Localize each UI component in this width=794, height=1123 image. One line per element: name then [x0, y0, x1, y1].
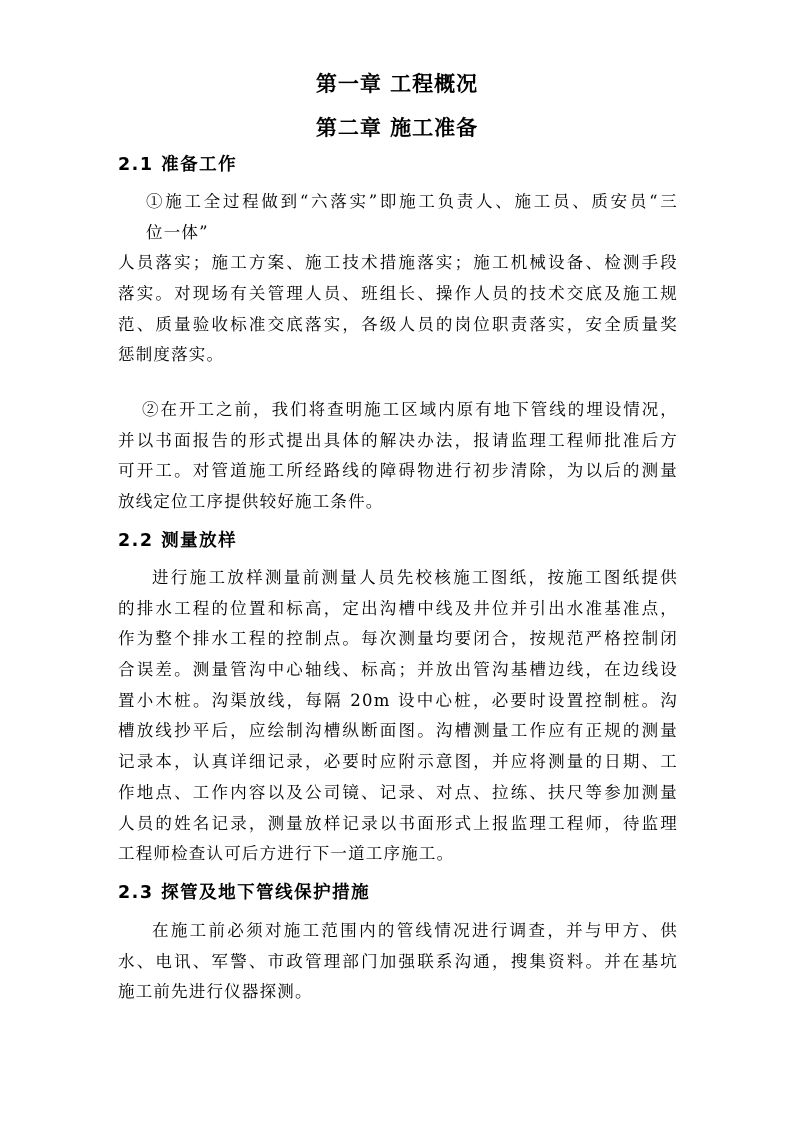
- paragraph-line: 水、电讯、军警、市政管理部门加强联系沟通，搜集资料。并在基坑: [118, 951, 678, 971]
- paragraph-line: 施工前先进行仪器探测。: [118, 982, 313, 1002]
- section-2-1-heading: 2.1 准备工作: [118, 155, 238, 175]
- chapter-1-title: 第一章 工程概况: [315, 72, 479, 96]
- paragraph-line: 人员的姓名记录，测量放样记录以书面形式上报监理工程师，待监理: [118, 813, 678, 833]
- paragraph-line: 位一体”: [146, 222, 209, 242]
- paragraph-line: ②在开工之前，我们将查明施工区域内原有地下管线的埋设情况，: [142, 400, 678, 419]
- paragraph-line: 惩制度落实。: [118, 345, 225, 365]
- paragraph-line: 进行施工放样测量前测量人员先校核施工图纸，按施工图纸提供: [152, 568, 678, 587]
- chapter-2-title: 第二章 施工准备: [315, 116, 479, 140]
- paragraph-line: 范、质量验收标准交底落实，各级人员的岗位职责落实，安全质量奖: [118, 314, 678, 334]
- paragraph-pipeline-protection: [118, 916, 678, 1008]
- paragraph-pipeline-survey: [118, 395, 678, 518]
- paragraph-line: 槽放线抄平后，应绘制沟槽纵断面图。沟槽测量工作应有正规的测量: [118, 721, 678, 741]
- paragraph-line: ①施工全过程做到“六落实”即施工负责人、施工员、质安员“三: [146, 192, 678, 211]
- section-2-2-heading: 2.2 测量放样: [118, 531, 238, 551]
- paragraph-line: 置小木桩。沟渠放线，每隔 20m 设中心桩，必要时设置控制桩。沟: [118, 690, 678, 710]
- paragraph-line: 合误差。测量管沟中心轴线、标高；并放出管沟基槽边线，在边线设: [118, 660, 678, 680]
- paragraph-survey-layout: [118, 563, 678, 870]
- paragraph-line: 人员落实；施工方案、施工技术措施落实；施工机械设备、检测手段: [118, 253, 678, 273]
- paragraph-line: 放线定位工序提供较好施工条件。: [118, 492, 384, 512]
- paragraph-line: 作地点、工作内容以及公司镜、记录、对点、拉练、扶尺等参加测量: [118, 782, 678, 802]
- paragraph-line: 作为整个排水工程的控制点。每次测量均要闭合，按规范严格控制闭: [118, 629, 678, 649]
- paragraph-line: 落实。对现场有关管理人员、班组长、操作人员的技术交底及施工规: [118, 284, 678, 304]
- paragraph-line: 在施工前必须对施工范围内的管线情况进行调查，并与甲方、供: [152, 921, 678, 940]
- paragraph-line: 工程师检查认可后方进行下一道工序施工。: [118, 844, 455, 864]
- paragraph-six-implementations: [118, 187, 678, 371]
- paragraph-line: 可开工。对管道施工所经路线的障碍物进行初步清除，为以后的测量: [118, 461, 678, 481]
- paragraph-line: 记录本，认真详细记录，必要时应附示意图，并应将测量的日期、工: [118, 752, 678, 772]
- section-2-3-heading: 2.3 探管及地下管线保护措施: [118, 883, 371, 903]
- paragraph-line: 的排水工程的位置和标高，定出沟槽中线及井位并引出水准基准点，: [118, 598, 678, 618]
- paragraph-line: 并以书面报告的形式提出具体的解决办法，报请监理工程师批准后方: [118, 430, 678, 450]
